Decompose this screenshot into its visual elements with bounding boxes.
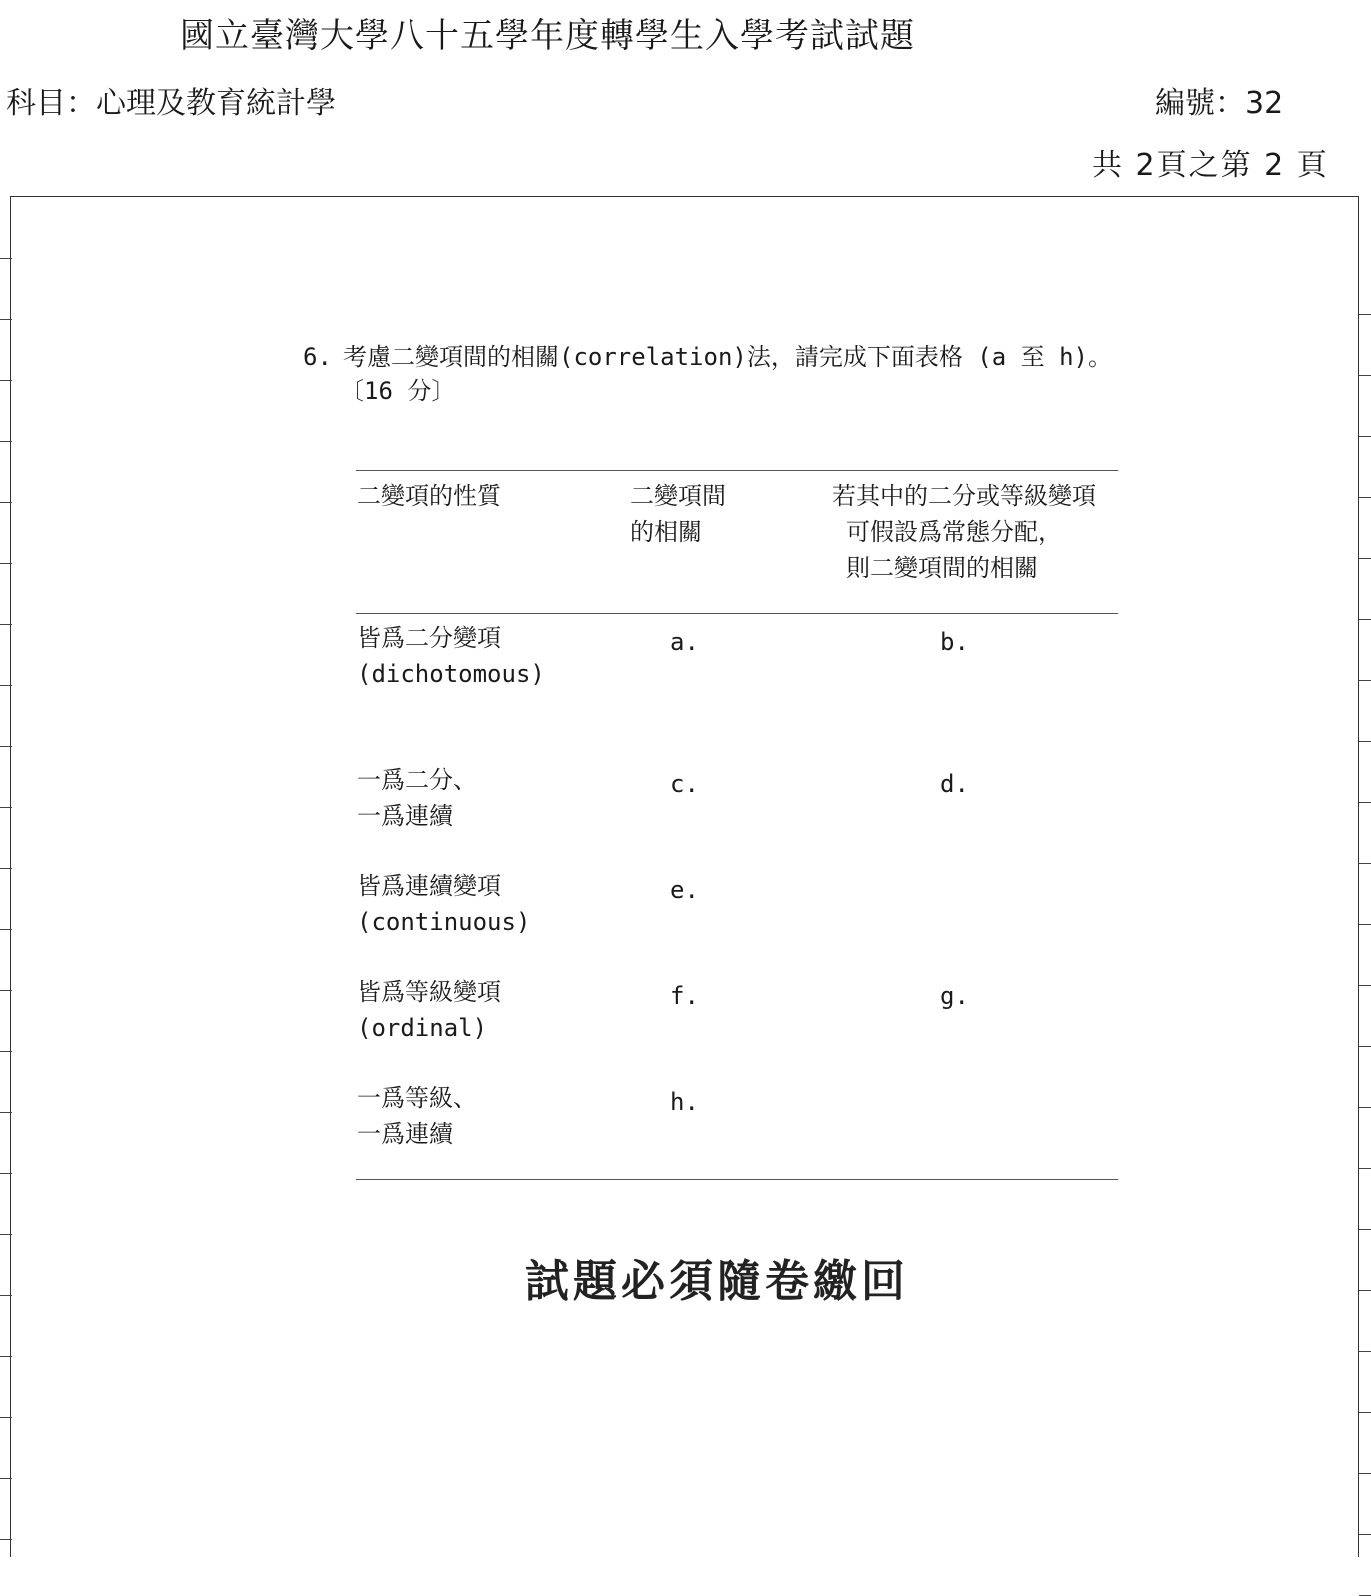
row-nature-line: 一爲連續 [357, 1120, 453, 1148]
margin-tick [0, 1539, 12, 1540]
subject-label: 科目：心理及教育統計學 [6, 86, 336, 121]
margin-tick [0, 258, 12, 259]
margin-tick [0, 807, 12, 808]
margin-tick [1359, 1107, 1371, 1108]
margin-tick [1359, 558, 1371, 559]
margin-tick [1359, 1046, 1371, 1047]
margin-tick [0, 441, 12, 442]
row-nature [357, 1080, 477, 1152]
page-count: 共 2頁之第 2 頁 [1092, 148, 1329, 183]
margin-tick [1359, 1534, 1371, 1535]
question-block [303, 340, 1112, 408]
margin-tick [1359, 1290, 1371, 1291]
row-normal: g. [940, 982, 969, 1010]
table-bottom-rule [356, 1179, 1118, 1180]
margin-tick [0, 990, 12, 991]
margin-tick [0, 319, 12, 320]
margin-tick [1359, 985, 1371, 986]
margin-tick [0, 1234, 12, 1235]
margin-tick [0, 1112, 12, 1113]
question-number: 6. [303, 343, 332, 371]
header-correlation-line: 的相關 [630, 518, 702, 546]
margin-tick [0, 929, 12, 930]
row-nature-line: (continuous) [357, 908, 531, 936]
header-correlation-line: 二變項間 [630, 482, 726, 510]
margin-tick [0, 1478, 12, 1479]
margin-tick [0, 1417, 12, 1418]
row-nature-line: 一爲二分、 [357, 766, 477, 794]
margin-tick [1359, 497, 1371, 498]
exam-title: 國立臺灣大學八十五學年度轉學生入學考試試題 [180, 16, 915, 56]
return-notice: 試題必須隨卷繳回 [525, 1256, 909, 1307]
margin-tick [1359, 619, 1371, 620]
row-normal: b. [940, 628, 969, 656]
margin-tick [1359, 1473, 1371, 1474]
margin-tick [1359, 436, 1371, 437]
margin-tick [0, 868, 12, 869]
row-correlation: c. [670, 770, 699, 798]
margin-tick [1359, 741, 1371, 742]
margin-tick [0, 746, 12, 747]
header-normal-line: 可假設爲常態分配， [846, 518, 1062, 546]
row-correlation: a. [670, 628, 699, 656]
margin-tick [0, 1173, 12, 1174]
row-nature-line: 皆爲連續變項 [357, 872, 501, 900]
row-normal: d. [940, 770, 969, 798]
header-normal-line: 則二變項間的相關 [846, 554, 1038, 582]
margin-tick [1359, 924, 1371, 925]
question-points: 〔16 分〕 [340, 377, 456, 405]
margin-tick [0, 1356, 12, 1357]
margin-tick [1359, 314, 1371, 315]
row-nature-line: 一爲等級、 [357, 1084, 477, 1112]
margin-tick [0, 685, 12, 686]
margin-tick [0, 380, 12, 381]
margin-tick [1359, 1412, 1371, 1413]
row-nature-line: (ordinal) [357, 1014, 488, 1042]
row-nature-line: 皆爲二分變項 [357, 624, 501, 652]
row-nature [357, 620, 545, 692]
row-correlation: h. [670, 1088, 699, 1116]
row-correlation: f. [670, 982, 699, 1010]
row-nature-line: 皆爲等級變項 [357, 978, 501, 1006]
margin-tick [1359, 375, 1371, 376]
margin-tick [1359, 1229, 1371, 1230]
margin-tick [1359, 680, 1371, 681]
header-correlation [630, 478, 726, 550]
table-top-rule [356, 470, 1118, 471]
table-header-rule [356, 613, 1118, 614]
margin-tick [0, 502, 12, 503]
row-nature [357, 762, 477, 834]
row-nature [357, 868, 530, 940]
header-nature [357, 478, 501, 514]
row-nature-line: 一爲連續 [357, 802, 453, 830]
row-correlation: e. [670, 876, 699, 904]
margin-tick [0, 624, 12, 625]
header-normal-line: 若其中的二分或等級變項 [832, 482, 1096, 510]
margin-tick [1359, 802, 1371, 803]
header-nature-line: 二變項的性質 [357, 482, 501, 510]
margin-tick [0, 1295, 12, 1296]
row-nature-line: (dichotomous) [357, 660, 545, 688]
margin-tick [0, 563, 12, 564]
paper-code: 編號：32 [1155, 86, 1284, 121]
margin-tick [0, 1051, 12, 1052]
margin-tick [1359, 1351, 1371, 1352]
header-normal [832, 478, 1096, 586]
margin-tick [1359, 863, 1371, 864]
margin-tick [1359, 1168, 1371, 1169]
row-nature [357, 974, 501, 1046]
question-text: 考慮二變項間的相關(correlation)法，請完成下面表格 (a 至 h)。 [343, 343, 1112, 371]
